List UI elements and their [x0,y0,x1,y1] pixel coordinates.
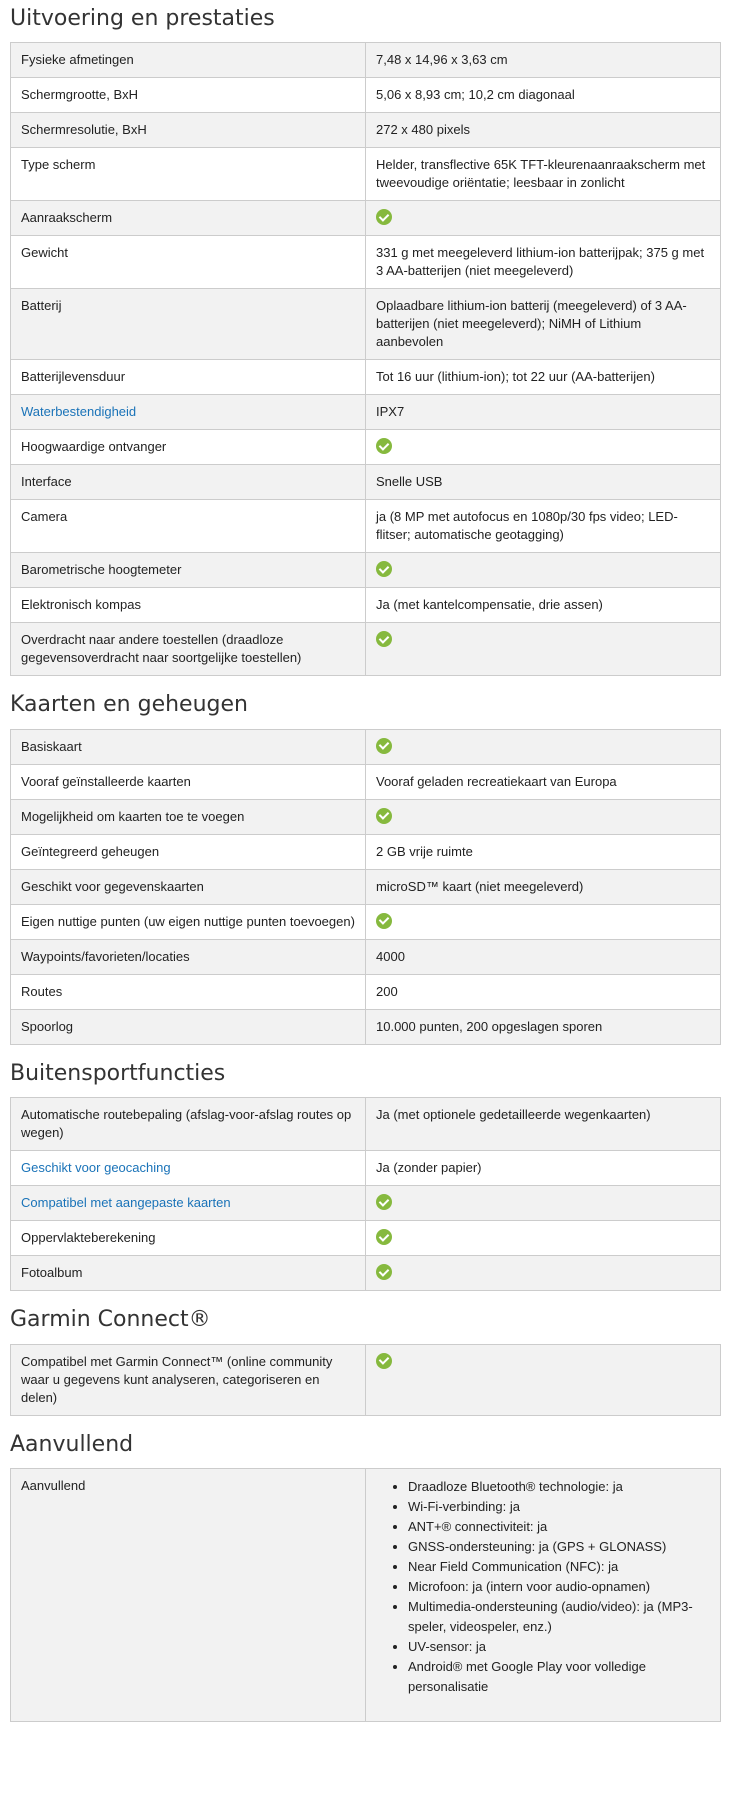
checkmark-circle-icon [376,808,392,824]
spec-label: Waypoints/favorieten/locaties [21,948,190,964]
spec-label: Elektronisch kompas [21,597,141,613]
spec-value: 272 x 480 pixels [376,122,470,138]
spec-row-geschikt-voor-gegevenskaarten [11,869,721,904]
spec-label-cell [11,465,366,500]
spec-row-spoorlog [11,1009,721,1044]
spec-value-cell [366,1151,721,1186]
spec-row-geintegreerd-geheugen [11,834,721,869]
spec-value-cell [366,729,721,764]
spec-row-fotoalbum [11,1256,721,1291]
spec-label-cell [11,834,366,869]
spec-label: Aanraakscherm [21,210,113,226]
section-title-uitvoering-en-prestaties: Uitvoering en prestaties [10,6,275,31]
spec-label-cell [11,148,366,201]
spec-value: 2 GB vrije ruimte [376,843,473,859]
checkmark-circle-icon [376,209,392,225]
spec-row-waterbestendigheid [11,395,721,430]
spec-table-kaarten-en-geheugen [10,729,721,1045]
section-title-garmin-connect: Garmin Connect® [10,1307,211,1333]
checkmark-circle-icon [376,1194,392,1210]
spec-value: ja (8 MP met autofocus en 1080p/30 fps video; LED-flitser; automatische geotagging) [376,509,678,543]
spec-label: Aanvullend [21,1477,86,1493]
list-item: • Android® met Google Play voor volledige personalisatie [408,1657,710,1697]
spec-value-cell [366,834,721,869]
spec-row-vooraf-geinstalleerde-kaarten [11,764,721,799]
spec-label-cell [11,869,366,904]
list-item: • ANT+® connectiviteit: ja [408,1517,710,1537]
section-title-buitensportfuncties: Buitensportfuncties [10,1060,226,1086]
feature-list [376,1477,710,1697]
spec-label: Geschikt voor gegevenskaarten [21,878,204,894]
spec-row-hoogwaardige-ontvanger [11,430,721,465]
spec-label-cell [11,1344,366,1415]
spec-label: Schermgrootte, BxH [21,87,139,103]
spec-row-schermgrootte-bxh [11,78,721,113]
spec-label: Routes [21,983,63,999]
spec-label: Eigen nuttige punten (uw eigen nuttige punten toevoegen) [21,913,355,929]
spec-label: Spoorlog [21,1018,74,1034]
spec-label-cell [11,553,366,588]
spec-label-cell [11,588,366,623]
spec-table-aanvullend [10,1468,721,1722]
spec-label: Batterij [21,298,62,314]
spec-row-waypoints-favorieten-locaties [11,939,721,974]
spec-value-cell [366,78,721,113]
spec-label: Geïntegreerd geheugen [21,843,160,859]
checkmark-circle-icon [376,913,392,929]
spec-value-cell [366,500,721,553]
spec-label-cell [11,939,366,974]
spec-label-link-waterbestendigheid[interactable]: Waterbestendigheid [21,404,137,420]
spec-label: Fysieke afmetingen [21,52,134,68]
list-item: • Draadloze Bluetooth® technologie: ja [408,1477,710,1497]
spec-row-aanraakscherm [11,201,721,236]
spec-value-cell [366,236,721,289]
spec-row-batterijlevensduur [11,360,721,395]
spec-row-aanvullend [11,1468,721,1721]
spec-label-link-compatibel-met-aangepaste-kaarten[interactable]: Compatibel met aangepaste kaarten [21,1195,231,1211]
spec-row-type-scherm [11,148,721,201]
spec-label-cell [11,904,366,939]
spec-value-cell [366,904,721,939]
spec-row-compatibel-met-garmin-connect-online-community-w [11,1344,721,1415]
spec-value-cell [366,939,721,974]
spec-label-cell [11,799,366,834]
spec-table-buitensportfuncties [10,1097,721,1291]
spec-label-link-geschikt-voor-geocaching[interactable]: Geschikt voor geocaching [21,1160,171,1176]
spec-label-cell [11,113,366,148]
spec-value-cell [366,1186,721,1221]
spec-label-cell [11,43,366,78]
spec-row-routes [11,974,721,1009]
spec-label: Type scherm [21,157,96,173]
spec-label-cell [11,430,366,465]
spec-value: 10.000 punten, 200 opgeslagen sporen [376,1018,603,1034]
spec-label: Barometrische hoogtemeter [21,562,182,578]
spec-value-cell [366,360,721,395]
spec-row-automatische-routebepaling-afslag-voor-afslag-ro [11,1098,721,1151]
list-item: • Multimedia-ondersteuning (audio/video): ja (MP3-speler, videospeler, enz.) [408,1597,710,1637]
spec-label: Batterijlevensduur [21,369,126,385]
spec-row-gewicht [11,236,721,289]
spec-label-cell [11,1098,366,1151]
spec-row-camera [11,500,721,553]
spec-label-cell [11,360,366,395]
spec-value: microSD™ kaart (niet meegeleverd) [376,878,584,894]
spec-value: Ja (met kantelcompensatie, drie assen) [376,597,603,613]
spec-label-cell [11,623,366,676]
spec-label: Mogelijkheid om kaarten toe te voegen [21,808,245,824]
spec-label-cell [11,289,366,360]
spec-label: Fotoalbum [21,1265,83,1281]
spec-value-cell [366,974,721,1009]
list-item: • UV-sensor: ja [408,1637,710,1657]
spec-value: Ja (zonder papier) [376,1160,482,1176]
spec-label: Interface [21,474,72,490]
spec-label-cell [11,78,366,113]
spec-value: 4000 [376,948,405,964]
spec-value-cell [366,201,721,236]
section-title-kaarten-en-geheugen: Kaarten en geheugen [10,692,248,718]
spec-value: Vooraf geladen recreatiekaart van Europa [376,773,617,789]
checkmark-circle-icon [376,561,392,577]
spec-table-garmin-connect [10,1344,721,1416]
spec-value: 331 g met meegeleverd lithium-ion batterijpak; 375 g met 3 AA-batterijen (niet meegeleverd) [376,245,705,279]
spec-row-oppervlakteberekening [11,1221,721,1256]
checkmark-circle-icon [376,1229,392,1245]
spec-value: Tot 16 uur (lithium-ion); tot 22 uur (AA-batterijen) [376,369,655,385]
spec-row-overdracht-naar-andere-toestellen-draadloze-gege [11,623,721,676]
spec-label: Automatische routebepaling (afslag-voor-afslag routes op wegen) [21,1107,352,1141]
spec-row-schermresolutie-bxh [11,113,721,148]
spec-label: Overdracht naar andere toestellen (draadloze gegevensoverdracht naar soortgelijke toestellen) [21,632,302,666]
spec-row-mogelijkheid-om-kaarten-toe-te-voegen [11,799,721,834]
spec-value-cell [366,1221,721,1256]
section-title-aanvullend: Aanvullend [10,1431,134,1457]
spec-row-compatibel-met-aangepaste-kaarten [11,1186,721,1221]
spec-value: IPX7 [376,404,405,420]
spec-label: Basiskaart [21,738,82,754]
spec-value-cell [366,1344,721,1415]
spec-label-cell [11,764,366,799]
spec-value-cell [366,1098,721,1151]
spec-label: Hoogwaardige ontvanger [21,439,167,455]
spec-value-cell [366,623,721,676]
spec-value-cell [366,1468,721,1721]
spec-label-cell [11,1186,366,1221]
spec-label-cell [11,1009,366,1044]
spec-value-cell [366,869,721,904]
spec-table-uitvoering-en-prestaties [10,42,721,676]
spec-value-cell [366,395,721,430]
spec-row-interface [11,465,721,500]
spec-label-cell [11,500,366,553]
spec-row-barometrische-hoogtemeter [11,553,721,588]
checkmark-circle-icon [376,1353,392,1369]
spec-label-cell [11,1221,366,1256]
checkmark-circle-icon [376,738,392,754]
spec-value-cell [366,43,721,78]
list-item: • GNSS-ondersteuning: ja (GPS + GLONASS) [408,1537,710,1557]
spec-label: Camera [21,509,68,525]
checkmark-circle-icon [376,1264,392,1280]
spec-label-cell [11,729,366,764]
spec-row-geschikt-voor-geocaching [11,1151,721,1186]
spec-value: Ja (met optionele gedetailleerde wegenkaarten) [376,1107,651,1123]
spec-label-cell [11,201,366,236]
spec-value-cell [366,588,721,623]
spec-value: Oplaadbare lithium-ion batterij (meegeleverd) of 3 AA-batterijen (niet meegeleverd); NiMH of Lithium aanbevolen [376,298,687,350]
spec-row-eigen-nuttige-punten-uw-eigen-nuttige-punten-toe [11,904,721,939]
spec-row-elektronisch-kompas [11,588,721,623]
spec-value-cell [366,1009,721,1044]
spec-value-cell [366,430,721,465]
list-item: • Wi-Fi-verbinding: ja [408,1497,710,1517]
spec-label-cell [11,236,366,289]
checkmark-circle-icon [376,631,392,647]
spec-value-cell [366,465,721,500]
spec-row-batterij [11,289,721,360]
spec-row-basiskaart [11,729,721,764]
spec-value: Helder, transflective 65K TFT-kleurenaanraakscherm met tweevoudige oriëntatie; leesbaar in zonlicht [376,157,706,191]
spec-label: Oppervlakteberekening [21,1230,156,1246]
spec-value-cell [366,553,721,588]
spec-label: Schermresolutie, BxH [21,122,147,138]
spec-label-cell [11,974,366,1009]
spec-label-cell [11,395,366,430]
list-item: • Near Field Communication (NFC): ja [408,1557,710,1577]
spec-value-cell [366,799,721,834]
spec-value: 5,06 x 8,93 cm; 10,2 cm diagonaal [376,87,575,103]
spec-value: Snelle USB [376,474,443,490]
spec-label: Compatibel met Garmin Connect™ (online community waar u gegevens kunt analyseren, categoriseren en delen) [21,1353,333,1405]
checkmark-circle-icon [376,438,392,454]
list-item: • Microfoon: ja (intern voor audio-opnamen) [408,1577,710,1597]
spec-value-cell [366,289,721,360]
spec-row-fysieke-afmetingen [11,43,721,78]
spec-label: Vooraf geïnstalleerde kaarten [21,773,191,789]
spec-value-cell [366,148,721,201]
spec-label-cell [11,1256,366,1291]
spec-value-cell [366,113,721,148]
spec-label: Gewicht [21,245,68,261]
spec-label-cell [11,1468,366,1721]
spec-value-cell [366,764,721,799]
spec-value-cell [366,1256,721,1291]
spec-value: 200 [376,983,398,999]
spec-value: 7,48 x 14,96 x 3,63 cm [376,52,508,68]
spec-label-cell [11,1151,366,1186]
